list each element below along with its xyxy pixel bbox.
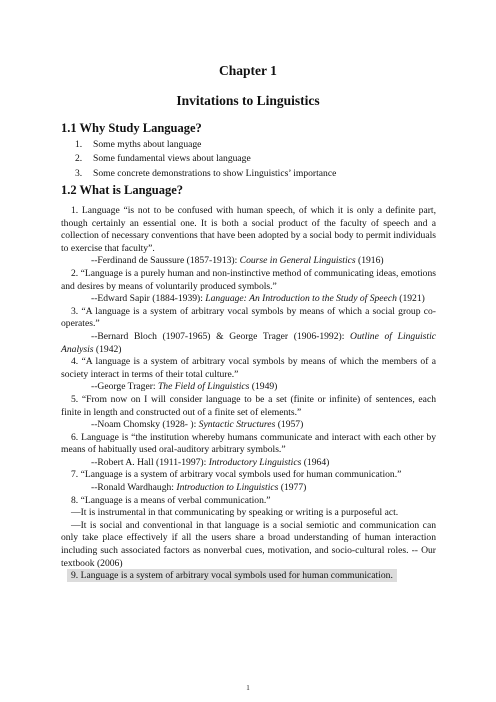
definition-text: 7. “Language is a system of arbitrary vocal symbols used for human communication.” bbox=[71, 469, 402, 481]
definition-text: 1. Language “is not to be confused with human speech, of which it is only a definite part, though certainly an essential one. It is both a social product of the faculty of speech and a collection of necessary conventions that have been adopted by a social body to permit individuals to exercise that faculty”. bbox=[61, 205, 436, 254]
section-heading-what-is-language: 1.2 What is Language? bbox=[61, 183, 184, 197]
list-item: 3. Some concrete demonstrations to show Linguistics’ importance bbox=[75, 167, 337, 179]
definition-text: 8. “Language is a means of verbal communication.” bbox=[71, 494, 271, 506]
reasons-list bbox=[75, 138, 336, 181]
chapter-label: Chapter 1 bbox=[219, 63, 277, 78]
definition-attribution: --Ronald Wardhaugh: Introduction to Linguistics (1977) bbox=[91, 482, 307, 494]
definition-attribution: --Edward Sapir (1884-1939): Language: An Introduction to the Study of Speech (1921) bbox=[91, 293, 425, 305]
definition-text: 5. “From now on I will consider language to be a set (finite or infinite) of sentences, each finite in length and constructed out of a finite set of elements.” bbox=[61, 393, 436, 418]
definition-sub-point: —It is social and conventional in that language is a social semiotic and communication can only take place effectively if all the users share a broad understanding of human interaction including such associated factors as nonverbal cues, motivation, and socio-cultural roles. -- Our textbook (2006) bbox=[61, 519, 436, 569]
highlighted-definition bbox=[61, 570, 436, 583]
definition-sub-point: —It is instrumental in that communicating by speaking or writing is a purposeful act. bbox=[71, 507, 399, 519]
definition-attribution: --George Trager: The Field of Linguistics (1949) bbox=[91, 381, 278, 393]
definition-text: 4. “A language is a system of arbitrary vocal symbols by means of which the members of a society interact in terms of their total culture.” bbox=[61, 356, 436, 380]
section-heading-why-study: 1.1 Why Study Language? bbox=[61, 121, 202, 135]
definition-attribution: --Ferdinand de Saussure (1857-1913): Course in General Linguistics (1916) bbox=[91, 255, 384, 267]
text-highlight: 9. Language is a system of arbitrary vocal symbols used for human communication. bbox=[67, 569, 397, 582]
chapter-title: Invitations to Linguistics bbox=[176, 93, 320, 108]
definition-text: 6. Language is “the institution whereby humans communicate and interact with each other by means of habitually used oral-auditory arbitrary symbols.” bbox=[61, 431, 436, 456]
definition-text: 3. “A language is a system of arbitrary vocal symbols by means of which a social group co-operates.” bbox=[61, 305, 436, 330]
definitions-body bbox=[61, 205, 436, 583]
definition-attribution: --Noam Chomsky (1928- ): Syntactic Structures (1957) bbox=[91, 419, 304, 431]
page-number: 1 bbox=[246, 684, 250, 692]
definition-attribution: --Robert A. Hall (1911-1997): Introductory Linguistics (1964) bbox=[91, 456, 330, 468]
list-item: 2. Some fundamental views about language bbox=[75, 153, 251, 165]
list-item: 1. Some myths about language bbox=[75, 139, 202, 150]
definition-text: 2. “Language is a purely human and non-instinctive method of communicating ideas, emotions and desires by means of voluntarily produced symbols.” bbox=[61, 267, 436, 292]
definition-attribution: --Bernard Bloch (1907-1965) & George Trager (1906-1992): Outline of Linguistic Analysis (1942) bbox=[61, 330, 437, 355]
